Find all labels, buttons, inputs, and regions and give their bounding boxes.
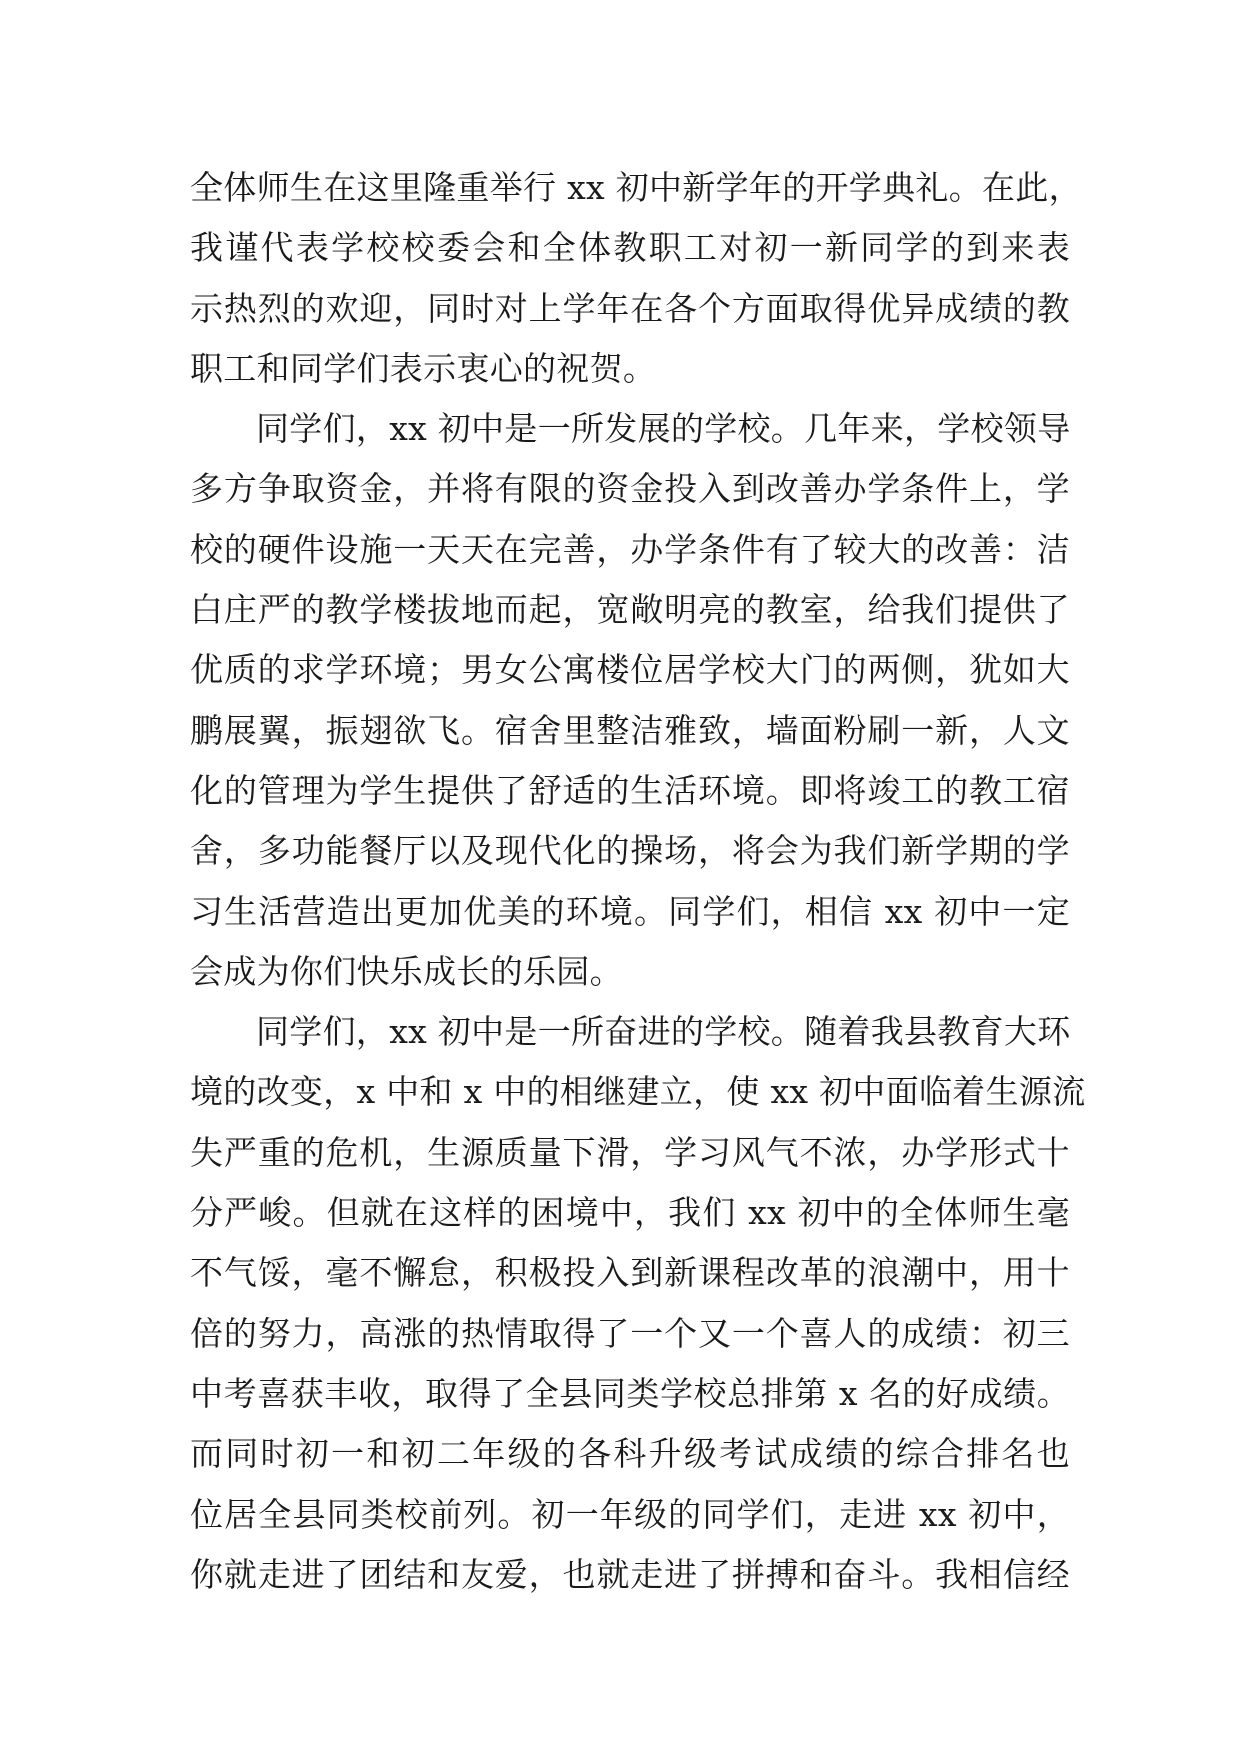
text-line: 职工和同学们表示衷心的祝贺。 (190, 348, 657, 388)
text-line: 同学们，xx 初中是一所奋进的学校。随着我县教育大环 (256, 1012, 1071, 1052)
text-line: 中考喜获丰收，取得了全县同类学校总排第 x 名的好成绩。 (190, 1373, 1070, 1413)
text-line: 会成为你们快乐成长的乐园。 (190, 951, 623, 991)
text-line: 同学们，xx 初中是一所发展的学校。几年来，学校领导 (256, 409, 1071, 449)
text-line: 示热烈的欢迎，同时对上学年在各个方面取得优异成绩的教 (190, 288, 1070, 328)
text-line: 优质的求学环境；男女公寓楼位居学校大门的两侧，犹如大 (190, 650, 1070, 690)
text-line: 不气馁，毫不懈怠，积极投入到新课程改革的浪潮中，用十 (190, 1253, 1070, 1293)
text-line: 位居全县同类校前列。初一年级的同学们，走进 xx 初中， (190, 1494, 1070, 1534)
text-line: 多方争取资金，并将有限的资金投入到改善办学条件上，学 (190, 469, 1070, 509)
text-line: 习生活营造出更加优美的环境。同学们，相信 xx 初中一定 (190, 891, 1070, 931)
text-line: 全体师生在这里隆重举行 xx 初中新学年的开学典礼。在此， (190, 168, 1082, 207)
text-line: 鹏展翼，振翅欲飞。宿舍里整洁雅致，墙面粉刷一新，人文 (190, 710, 1070, 750)
text-line: 化的管理为学生提供了舒适的生活环境。即将竣工的教工宿 (190, 770, 1070, 810)
text-line: 白庄严的教学楼拔地而起，宽敞明亮的教室，给我们提供了 (190, 590, 1070, 630)
text-line: 境的改变，x 中和 x 中的相继建立，使 xx 初中面临着生源流 (190, 1072, 1086, 1112)
text-line: 校的硬件设施一天天在完善，办学条件有了较大的改善：洁 (190, 529, 1070, 569)
text-line: 倍的努力，高涨的热情取得了一个又一个喜人的成绩：初三 (190, 1313, 1070, 1353)
text-line: 失严重的危机，生源质量下滑，学习风气不浓，办学形式十 (190, 1132, 1070, 1172)
text-line: 舍，多功能餐厅以及现代化的操场，将会为我们新学期的学 (190, 831, 1070, 871)
text-line: 分严峻。但就在这样的困境中，我们 xx 初中的全体师生毫 (190, 1193, 1070, 1233)
text-line: 你就走进了团结和友爱，也就走进了拼搏和奋斗。我相信经 (190, 1554, 1070, 1594)
text-line: 我谨代表学校校委会和全体教职工对初一新同学的到来表 (190, 228, 1070, 268)
body-text (190, 158, 1086, 1605)
text-line: 而同时初一和初二年级的各科升级考试成绩的综合排名也 (190, 1434, 1070, 1474)
